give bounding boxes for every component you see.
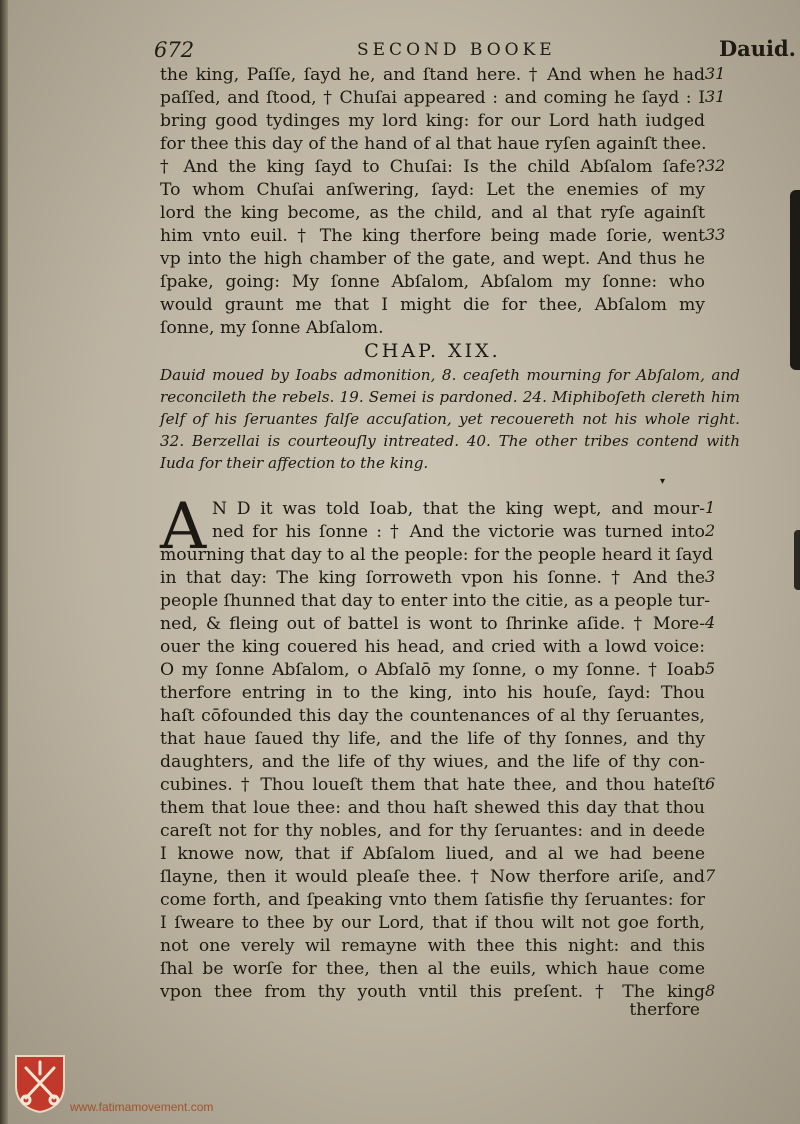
verse-number: 33: [705, 225, 726, 244]
verse-number: 6: [705, 774, 716, 793]
text-line: therfore entring in to the king, into his houſe, ſayd: Thou: [160, 683, 705, 703]
verse-number: 32: [705, 156, 726, 175]
text-line: bring good tydinges my lord king: for our Lord hath iudged: [160, 111, 705, 131]
text-line: vpon thee from thy youth vntil this preſent. † The king: [160, 982, 705, 1002]
text-line: would graunt me that I might die for thee, Abſalom my: [160, 295, 705, 315]
text-line: people ſhunned that day to enter into the citie, as a people tur-: [160, 591, 711, 611]
chapter-title: CHAP. XIX.: [364, 340, 501, 362]
text-line: ſlayne, then it would pleaſe thee. † Now therfore ariſe, and: [160, 867, 705, 887]
ornament-dot: ▾: [660, 476, 666, 487]
top-text-block: [160, 64, 705, 340]
text-line: ſonne, my ſonne Abſalom.: [160, 318, 384, 338]
verse-number: 2: [705, 521, 716, 540]
text-line: lord the king become, as the child, and al that ryſe againſt: [160, 203, 705, 223]
argument-line: reconcileth the rebels. 19. Semei is pardoned. 24. Miphiboſeth clereth him: [160, 388, 740, 406]
text-line: that haue ſaued thy life, and the life of thy ſonnes, and thy: [160, 729, 705, 749]
chapter-body-text: [160, 490, 714, 1004]
text-line: ſpake, going: My ſonne Abſalom, Abſalom my ſonne: who: [160, 272, 705, 292]
verse-number: 1: [705, 498, 716, 517]
text-line: in that day: The king ſorroweth vpon his ſonne. † And the: [160, 568, 705, 588]
text-line: him vnto euil. † The king therfore being made ſorie, went: [160, 226, 705, 246]
text-line: † And the king ſayd to Chuſai: Is the child Abſalom ſafe?: [160, 157, 705, 177]
text-line: ſhal be worſe for thee, then al the euils, which haue come: [160, 959, 705, 979]
verse-number: 5: [705, 659, 716, 678]
text-line: cubines. † Thou loueſt them that hate thee, and thou hateſt: [160, 775, 705, 795]
book-name: Dauid.: [718, 36, 796, 61]
text-line: ouer the king couered his head, and cried with a lowd voice:: [160, 637, 705, 657]
verse-number: 3: [705, 567, 716, 586]
text-line: mourning that day to al the people: for the people heard it ſayd: [160, 545, 714, 565]
text-line: haſt cōfounded this day the countenances of al thy ſeruantes,: [160, 706, 705, 726]
catchword: therfore: [629, 1000, 700, 1020]
papal-keys-shield-icon: [12, 1052, 68, 1114]
text-line: them that loue thee: and thou haſt shewed this day that thou: [160, 798, 705, 818]
text-line: come forth, and ſpeaking vnto them ſatisfie thy ſeruantes: for: [160, 890, 705, 910]
text-line: I knowe now, that if Abſalom liued, and al we had beene: [160, 844, 705, 864]
text-line: To whom Chuſai anſwering, ſayd: Let the enemies of my: [160, 180, 705, 200]
text-line: vp into the high chamber of the gate, and wept. And thus he: [160, 249, 705, 269]
verse-number: 7: [705, 866, 716, 885]
argument-line: Iuda for their affection to the king.: [160, 454, 429, 472]
argument-line: 32. Berzellai is courteouſly intreated. 40. The other tribes contend with: [160, 432, 740, 450]
text-line: careſt not for thy nobles, and for thy ſeruantes: and in deede: [160, 821, 705, 841]
text-line: O my ſonne Abſalom, o Abſalō my ſonne, o my ſonne. † Ioab: [160, 660, 705, 680]
drop-capital: A: [160, 490, 207, 564]
watermark-url[interactable]: www.fatimamovement.com: [70, 1100, 214, 1114]
text-line: daughters, and the life of thy wiues, and the life of thy con-: [160, 752, 705, 772]
page-edge-shadow: [790, 190, 800, 370]
verse-number: 31: [705, 64, 726, 83]
text-line: the king, Paſſe, ſayd he, and ſtand here. † And when he had: [160, 65, 705, 85]
text-line: for thee this day of the hand of al that haue ryſen againſt thee.: [160, 134, 707, 154]
text-line: I ſweare to thee by our Lord, that if thou wilt not goe forth,: [160, 913, 705, 933]
text-line: ned, & fleing out of battel is wont to ſhrinke aſide. † More-: [160, 614, 705, 634]
binding-edge: [0, 0, 8, 1124]
text-line: ned for his ſonne : † And the victorie was turned into: [212, 522, 705, 542]
page-edge-shadow-lower: [794, 530, 800, 590]
verse-number: 31: [705, 87, 726, 106]
running-head: SECOND BOOKE: [357, 40, 556, 60]
page-header: [152, 36, 800, 64]
argument-line: Dauid moued by Ioabs admonition, 8. ceaſeth mourning for Abſalom, and: [160, 366, 740, 384]
verse-number: 4: [705, 613, 716, 632]
argument-line: ſelf of his ſeruantes falſe accuſation, yet recouereth not his whole right.: [160, 410, 740, 428]
text-line: paſſed, and ſtood, † Chuſai appeared : and coming he ſayd : I: [160, 88, 705, 108]
page-number: 672: [154, 38, 195, 62]
text-line: N D it was told Ioab, that the king wept, and mour-: [212, 499, 705, 519]
chapter-argument: [160, 364, 740, 474]
verse-number: 8: [705, 981, 716, 1000]
text-line: not one verely wil remayne with thee this night: and this: [160, 936, 705, 956]
